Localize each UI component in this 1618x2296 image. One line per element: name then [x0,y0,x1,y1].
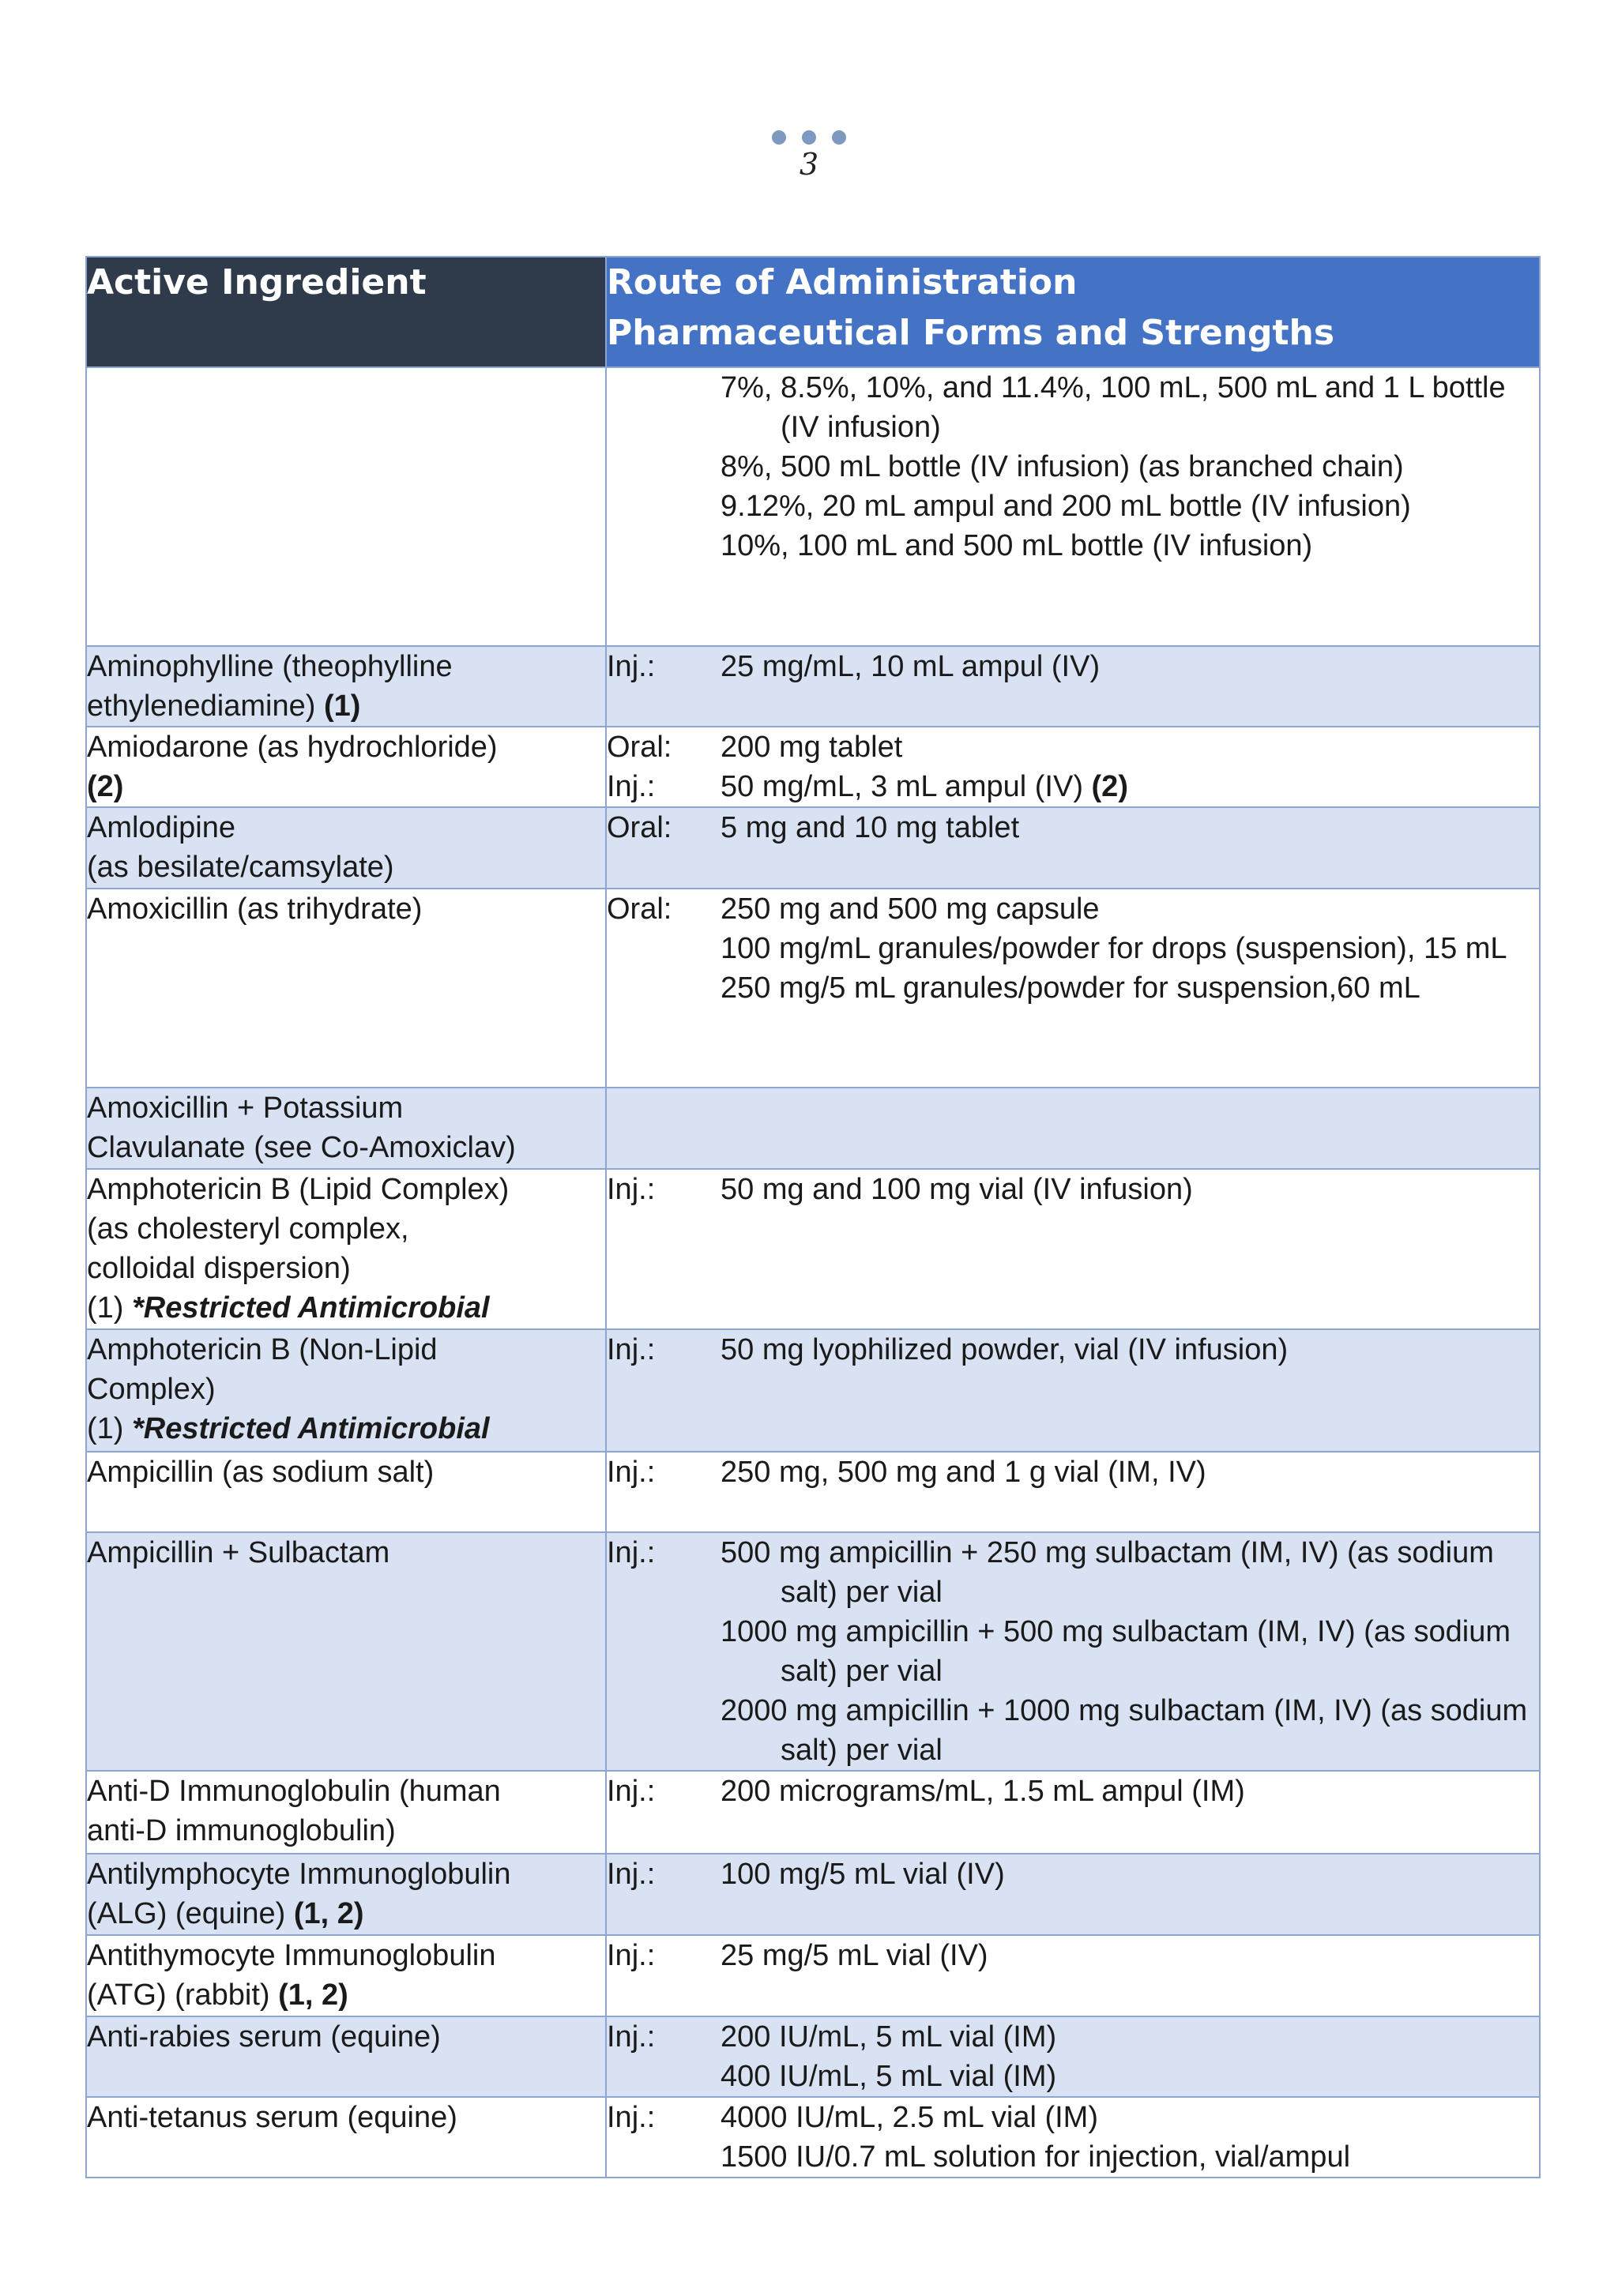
active-ingredient-cell [86,727,606,807]
strength-item [721,1330,1539,1370]
ingredient-line [87,1088,605,1128]
route-entry [607,368,1539,566]
strength-item [721,368,1539,447]
strength-list [721,727,1539,767]
strength-item [721,1452,1539,1492]
route-forms-cell [606,646,1540,727]
route-forms-cell [606,1329,1540,1452]
ingredient-text: Anti-rabies serum (equine) [87,2020,441,2054]
strength-list [721,368,1539,566]
table-row [86,1088,1540,1169]
ingredient-text: Amphotericin B (Non-Lipid [87,1333,438,1366]
strength-text: 50 mg and 100 mg vial (IV infusion) [721,1173,1193,1206]
ellipsis-icon [0,130,1618,146]
strength-text: 1000 mg ampicillin + 500 mg sulbactam (IM, IV) (as sodium salt) per vial [721,1615,1511,1688]
ingredient-line [87,808,605,847]
ingredient-text: (1) [87,1412,124,1445]
active-ingredient-cell [86,1169,606,1329]
strength-item [721,968,1539,1008]
route-forms-cell [606,889,1540,1088]
route-entry [607,808,1539,847]
strength-list [721,1533,1539,1770]
ingredient-line [87,1452,605,1492]
strength-text: 2000 mg ampicillin + 1000 mg sulbactam (IM, IV) (as sodium salt) per vial [721,1694,1528,1767]
ingredient-line [87,1409,605,1449]
ingredient-text: anti-D immunoglobulin) [87,1814,396,1847]
table-row [86,889,1540,1088]
ingredient-text: ethylenediamine) [87,690,316,723]
column-header-label: Route of Administration [607,262,1078,303]
strength-list [721,808,1539,847]
ingredient-text: (1) [87,1291,124,1325]
strength-item [721,487,1539,526]
ingredient-text: (ALG) (equine) [87,1897,286,1930]
ingredient-line [87,686,605,726]
active-ingredient-cell [86,1452,606,1532]
ingredient-line [87,1128,605,1167]
route-entry [607,1330,1539,1370]
ingredient-text: Ampicillin + Sulbactam [87,1536,390,1569]
ingredient-text: (as besilate/camsylate) [87,851,394,884]
route-entry [607,1452,1539,1492]
strength-item [721,767,1539,806]
strength-item [721,1936,1539,1975]
ingredient-text: Aminophylline (theophylline [87,650,453,683]
table-row [86,1169,1540,1329]
ingredient-text: Amlodipine [87,811,235,844]
route-label [607,368,721,566]
ingredient-text: Complex) [87,1373,216,1406]
table-row [86,367,1540,646]
strength-text: 10%, 100 mL and 500 mL bottle (IV infusion) [721,529,1313,562]
strength-list [721,2017,1539,2096]
strength-text: 200 micrograms/mL, 1.5 mL ampul (IM) [721,1775,1245,1808]
column-header-active-ingredient [86,257,606,367]
ingredient-text: Clavulanate (see Co-Amoxiclav) [87,1131,516,1164]
route-label: Inj.: [607,1775,656,1808]
ingredient-line [87,1894,605,1933]
column-header-route-forms [606,257,1540,367]
strength-text: 8%, 500 mL bottle (IV infusion) (as branched chain) [721,450,1404,483]
strength-text: 1500 IU/0.7 mL solution for injection, vial/ampul [721,2140,1351,2174]
route-entry [607,2017,1539,2096]
route-label: Inj.: [607,1939,656,1972]
active-ingredient-cell [86,367,606,646]
table-row [86,1329,1540,1452]
strength-text: 50 mg/mL, 3 mL ampul (IV) [721,770,1083,803]
ingredient-line [87,1288,605,1328]
ingredient-text: Antithymocyte Immunoglobulin [87,1939,496,1972]
strength-list [721,1170,1539,1209]
strength-text: 7%, 8.5%, 10%, and 11.4%, 100 mL, 500 mL and 1 L bottle (IV infusion) [721,371,1506,444]
active-ingredient-cell [86,1088,606,1169]
ingredient-text: Anti-tetanus serum (equine) [87,2101,457,2134]
strength-list [721,767,1539,806]
ingredient-line [87,2098,605,2137]
route-label: Inj.: [607,1858,656,1891]
route-label: Oral: [607,731,672,764]
route-entry [607,1533,1539,1770]
ingredient-text: Antilymphocyte Immunoglobulin [87,1858,511,1891]
route-forms-cell [606,1771,1540,1854]
active-ingredient-cell [86,807,606,889]
ingredient-text: (as cholesteryl complex, [87,1212,409,1246]
route-entry [607,727,1539,767]
route-forms-cell [606,1169,1540,1329]
strength-list [721,1330,1539,1370]
strength-text: 200 IU/mL, 5 mL vial (IM) [721,2020,1057,2054]
ingredient-line [87,767,605,806]
ingredient-text: Amphotericin B (Lipid Complex) [87,1173,510,1206]
route-forms-cell [606,1935,1540,2016]
table-row [86,2016,1540,2097]
route-entry [607,1854,1539,1894]
footnote-tag: (1, 2) [293,1897,364,1930]
route-forms-cell [606,1088,1540,1169]
strength-item [721,1170,1539,1209]
strength-text: 400 IU/mL, 5 mL vial (IM) [721,2060,1057,2093]
ingredient-line [87,1772,605,1811]
ingredient-line [87,1170,605,1209]
route-label: Oral: [607,892,672,926]
route-entry [607,1170,1539,1209]
table-row [86,727,1540,807]
route-entry [607,889,1539,1008]
strength-item [721,727,1539,767]
strength-text: 25 mg/mL, 10 mL ampul (IV) [721,650,1101,683]
ingredient-text: Amoxicillin (as trihydrate) [87,892,423,926]
table-row [86,2097,1540,2178]
ingredient-text: (ATG) (rabbit) [87,1978,270,2012]
strength-item [721,889,1539,929]
route-entry [607,1772,1539,1811]
strength-text: 100 mg/5 mL vial (IV) [721,1858,1005,1891]
table-row [86,646,1540,727]
strength-list [721,1772,1539,1811]
strength-item [721,526,1539,566]
route-label: Inj.: [607,770,656,803]
route-label: Inj.: [607,1333,656,1366]
active-ingredient-cell [86,889,606,1088]
active-ingredient-cell [86,1329,606,1452]
route-label: Inj.: [607,1536,656,1569]
ingredient-text: Amiodarone (as hydrochloride) [87,731,498,764]
formulary-table [85,256,1541,2178]
strength-list [721,1936,1539,1975]
page-number: 3 [799,147,819,182]
active-ingredient-cell [86,1532,606,1771]
route-label: Inj.: [607,650,656,683]
ingredient-line [87,1811,605,1851]
strength-text: 100 mg/mL granules/powder for drops (suspension), 15 mL [721,932,1507,965]
strength-text: 25 mg/5 mL vial (IV) [721,1939,988,1972]
active-ingredient-cell [86,1854,606,1935]
strength-item [721,1612,1539,1691]
table-row [86,1935,1540,2016]
ingredient-line [87,1854,605,1894]
route-forms-cell [606,727,1540,807]
route-label: Inj.: [607,2101,656,2134]
table-row [86,807,1540,889]
route-entry [607,2098,1539,2177]
active-ingredient-cell [86,2016,606,2097]
ingredient-line [87,889,605,929]
table-body [86,367,1540,2178]
restricted-antimicrobial-label: *Restricted Antimicrobial [132,1291,490,1325]
route-forms-cell [606,1854,1540,1935]
strength-item [721,2098,1539,2137]
route-forms-cell [606,1452,1540,1532]
ingredient-line [87,1249,605,1288]
footnote-tag: (1) [323,690,361,723]
ingredient-line [87,1936,605,1975]
strength-text: 5 mg and 10 mg tablet [721,811,1020,844]
strength-text: 4000 IU/mL, 2.5 mL vial (IM) [721,2101,1098,2134]
table-row [86,1854,1540,1935]
strength-item [721,1772,1539,1811]
footnote-tag: (1, 2) [278,1978,348,2012]
active-ingredient-cell [86,2097,606,2178]
strength-text: 500 mg ampicillin + 250 mg sulbactam (IM, IV) (as sodium salt) per vial [721,1536,1494,1609]
strength-text: 9.12%, 20 mL ampul and 200 mL bottle (IV infusion) [721,490,1411,523]
route-forms-cell [606,1532,1540,1771]
footnote-tag: (2) [1091,770,1128,803]
page-header [0,130,1618,181]
dot-icon [832,130,846,145]
strength-list [721,889,1539,1008]
strength-item [721,1854,1539,1894]
ingredient-text: Ampicillin (as sodium salt) [87,1456,435,1489]
route-forms-cell [606,367,1540,646]
ingredient-text: colloidal dispersion) [87,1252,351,1285]
active-ingredient-cell [86,646,606,727]
column-header-label: Active Ingredient [87,262,427,303]
strength-item [721,447,1539,487]
strength-list [721,647,1539,686]
strength-list [721,1452,1539,1492]
table-row [86,1452,1540,1532]
route-forms-cell [606,2016,1540,2097]
dot-icon [772,130,786,145]
active-ingredient-cell [86,1935,606,2016]
strength-item [721,2057,1539,2096]
route-forms-cell [606,2097,1540,2178]
table-row [86,1532,1540,1771]
route-forms-cell [606,807,1540,889]
strength-text: 200 mg tablet [721,731,903,764]
table-header-row [86,257,1540,367]
ingredient-line [87,847,605,887]
strength-text: 250 mg, 500 mg and 1 g vial (IM, IV) [721,1456,1206,1489]
table-row [86,1771,1540,1854]
strength-item [721,647,1539,686]
ingredient-line [87,727,605,767]
ingredient-text: Amoxicillin + Potassium [87,1092,404,1125]
active-ingredient-cell [86,1771,606,1854]
ingredient-line [87,1330,605,1370]
column-header-label: Pharmaceutical Forms and Strengths [607,313,1335,353]
ingredient-text: Anti-D Immunoglobulin (human [87,1775,501,1808]
route-label: Inj.: [607,1456,656,1489]
footnote-tag: (2) [87,770,124,803]
ingredient-line [87,2017,605,2057]
strength-item [721,808,1539,847]
strength-item [721,2017,1539,2057]
dot-icon [802,130,816,145]
strength-text: 250 mg/5 mL granules/powder for suspension,60 mL [721,971,1420,1005]
route-entry [607,767,1539,806]
strength-list [721,2098,1539,2177]
strength-item [721,1533,1539,1612]
strength-text: 250 mg and 500 mg capsule [721,892,1100,926]
strength-item [721,929,1539,968]
route-entry [607,1936,1539,1975]
ingredient-line [87,1370,605,1409]
strength-text: 50 mg lyophilized powder, vial (IV infusion) [721,1333,1289,1366]
ingredient-line [87,647,605,686]
route-label: Inj.: [607,2020,656,2054]
strength-list [721,1854,1539,1894]
ingredient-line [87,1975,605,2015]
ingredient-line [87,1533,605,1573]
ingredient-line [87,1209,605,1249]
route-entry [607,647,1539,686]
route-label: Oral: [607,811,672,844]
restricted-antimicrobial-label: *Restricted Antimicrobial [132,1412,490,1445]
strength-item [721,2137,1539,2177]
strength-item [721,1691,1539,1770]
route-label: Inj.: [607,1173,656,1206]
